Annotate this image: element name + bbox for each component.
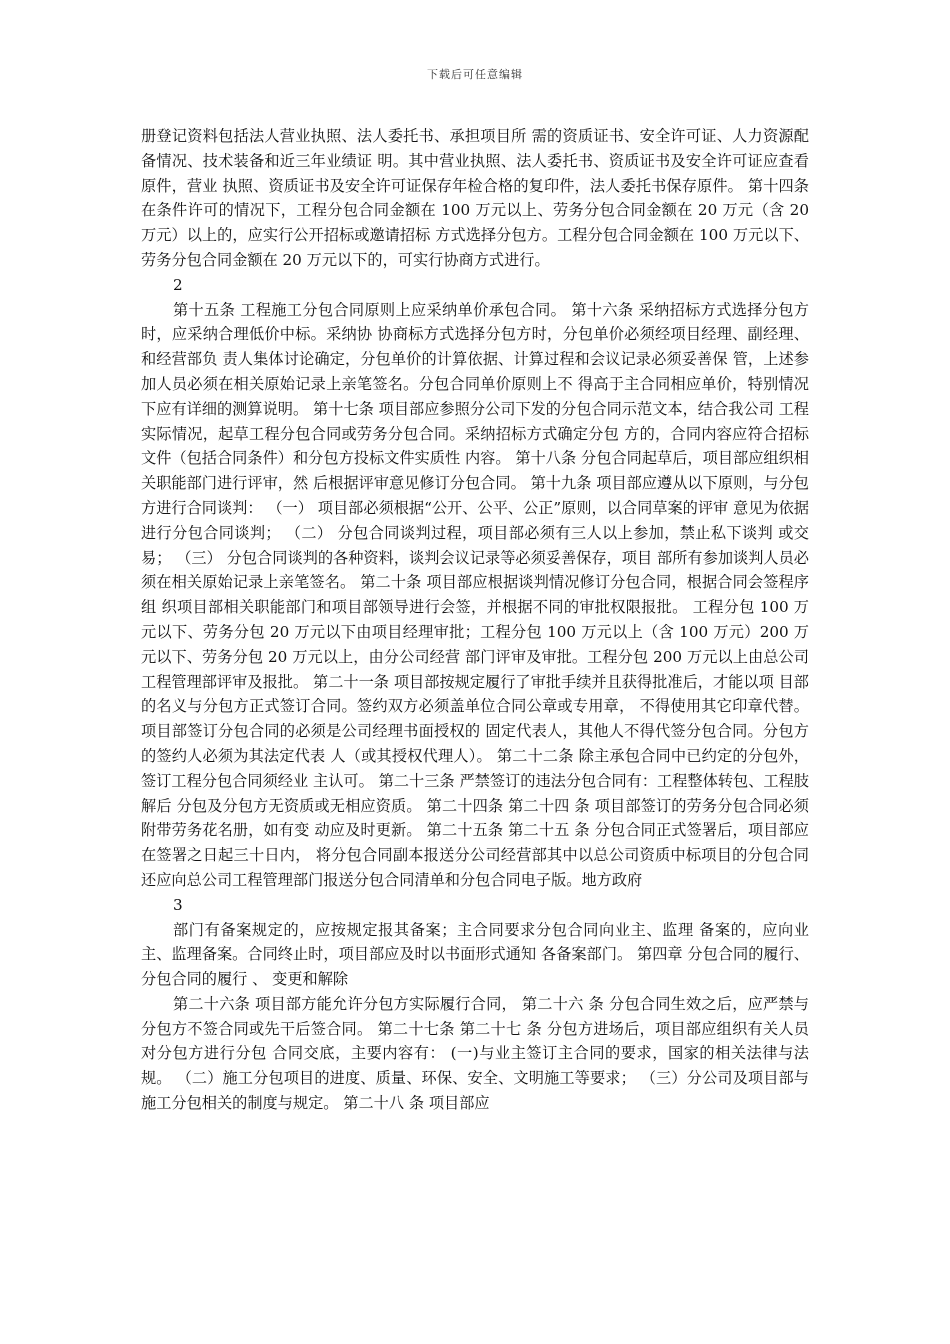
body-paragraph: 册登记资料包括法人营业执照、法人委托书、承担项目所 需的资质证书、安全许可证、人力资源配备情况、技术装备和近三年业绩证 明。其中营业执照、法人委托书、资质证书及安全许可证应查看原件，营业 执照、资质证书及安全许可证保存年检合格的复印件，法人委托书保存原件。 第十四条 在条件许可的情况下，工程分包合同金额在 100 万元以上、劳务分包合同金额在 20 万元（含 20 万元）以上的，应实行公开招标或邀请招标 方式选择分包方。工程分包合同金额在 100 万元以下、劳务分包合同金额在 20 万元以下的，可实行协商方式进行。 bbox=[141, 127, 809, 269]
document-body bbox=[141, 124, 809, 1116]
body-paragraph: 部门有备案规定的，应按规定报其备案；主合同要求分包合同向业主、监理 备案的，应向业主、监理备案。合同终止时，项目部应及时以书面形式通知 各备案部门。 第四章 分包合同的履行、 分包合同的履行 、 变更和解除 bbox=[141, 920, 809, 989]
page-header: 下载后可任意编辑 bbox=[427, 68, 523, 81]
body-paragraph: 第二十六条 项目部方能允许分包方实际履行合同， 第二十六 条 分包合同生效之后，应严禁与分包方不签合同或先干后签合同。 第二十七条 第二十七 条 分包方进场后，项目部应组织有关人员对分包方进行分包 合同交底，主要内容有： (一)与业主签订主合同的要求，国家的相关法律与法规。 （二）施工分包项目的进度、质量、环保、安全、文明施工等要求； （三）分公司及项目部与施工分包相关的制度与规定。 第二十八 条 项目部应 bbox=[141, 994, 809, 1113]
page-number: 2 bbox=[173, 275, 183, 294]
page-number: 3 bbox=[173, 895, 183, 914]
body-paragraph: 第十五条 工程施工分包合同原则上应采纳单价承包合同。 第十六条 采纳招标方式选择分包方时，应采纳合理低价中标。采纳协 协商标方式选择分包方时，分包单价必须经项目经理、副经理、和经营部负 责人集体讨论确定，分包单价的计算依据、计算过程和会议记录必须妥善保 管，上述参加人员必须在相关原始记录上亲笔签名。分包合同单价原则上不 得高于主合同相应单价，特别情况下应有详细的测算说明。 第十七条 项目部应参照分公司下发的分包合同示范文本，结合我公司 工程实际情况，起草工程分包合同或劳务分包合同。采纳招标方式确定分包 方的，合同内容应符合招标文件（包括合同条件）和分包方投标文件实质性 内容。 第十八条 分包合同起草后，项目部应组织相关职能部门进行评审，然 后根据评审意见修订分包合同。 第十九条 项目部应遵从以下原则，与分包方进行合同谈判： （一） 项目部必须根据“公开、公平、公正”原则，以合同草案的评审 意见为依据进行分包合同谈判； （二） 分包合同谈判过程，项目部必须有三人以上参加，禁止私下谈判 或交易； （三） 分包合同谈判的各种资料，谈判会议记录等必须妥善保存，项目 部所有参加谈判人员必须在相关原始记录上亲笔签名。 第二十条 项目部应根据谈判情况修订分包合同，根据合同会签程序组 织项目部相关职能部门和项目部领导进行会签，并根据不同的审批权限报批。 工程分包 100 万元以下、劳务分包 20 万元以下由项目经理审批；工程分包 100 万元以上（含 100 万元）200 万元以下、劳务分包 20 万元以上，由分公司经营 部门评审及审批。工程分包 200 万元以上由总公司工程管理部评审及报批。 第二十一条 项目部按规定履行了审批手续并且获得批准后，才能以项 目部的名义与分包方正式签订合同。签约双方必须盖单位合同公章或专用章， 不得使用其它印章代替。项目部签订分包合同的必须是公司经理书面授权的 固定代表人，其他人不得代签分包合同。分包方的签约人必须为其法定代表 人（或其授权代理人）。 第二十二条 除主承包合同中已约定的分包外，签订工程分包合同须经业 主认可。 第二十三条 严禁签订的违法分包合同有：工程整体转包、工程肢解后 分包及分包方无资质或无相应资质。 第二十四条 第二十四 条 项目部签订的劳务分包合同必须附带劳务花名册，如有变 动应及时更新。 第二十五条 第二十五 条 分包合同正式签署后，项目部应在签署之日起三十日内， 将分包合同副本报送分公司经营部其中以总公司资质中标项目的分包合同 还应向总公司工程管理部门报送分包合同清单和分包合同电子版。地方政府 bbox=[141, 300, 809, 889]
